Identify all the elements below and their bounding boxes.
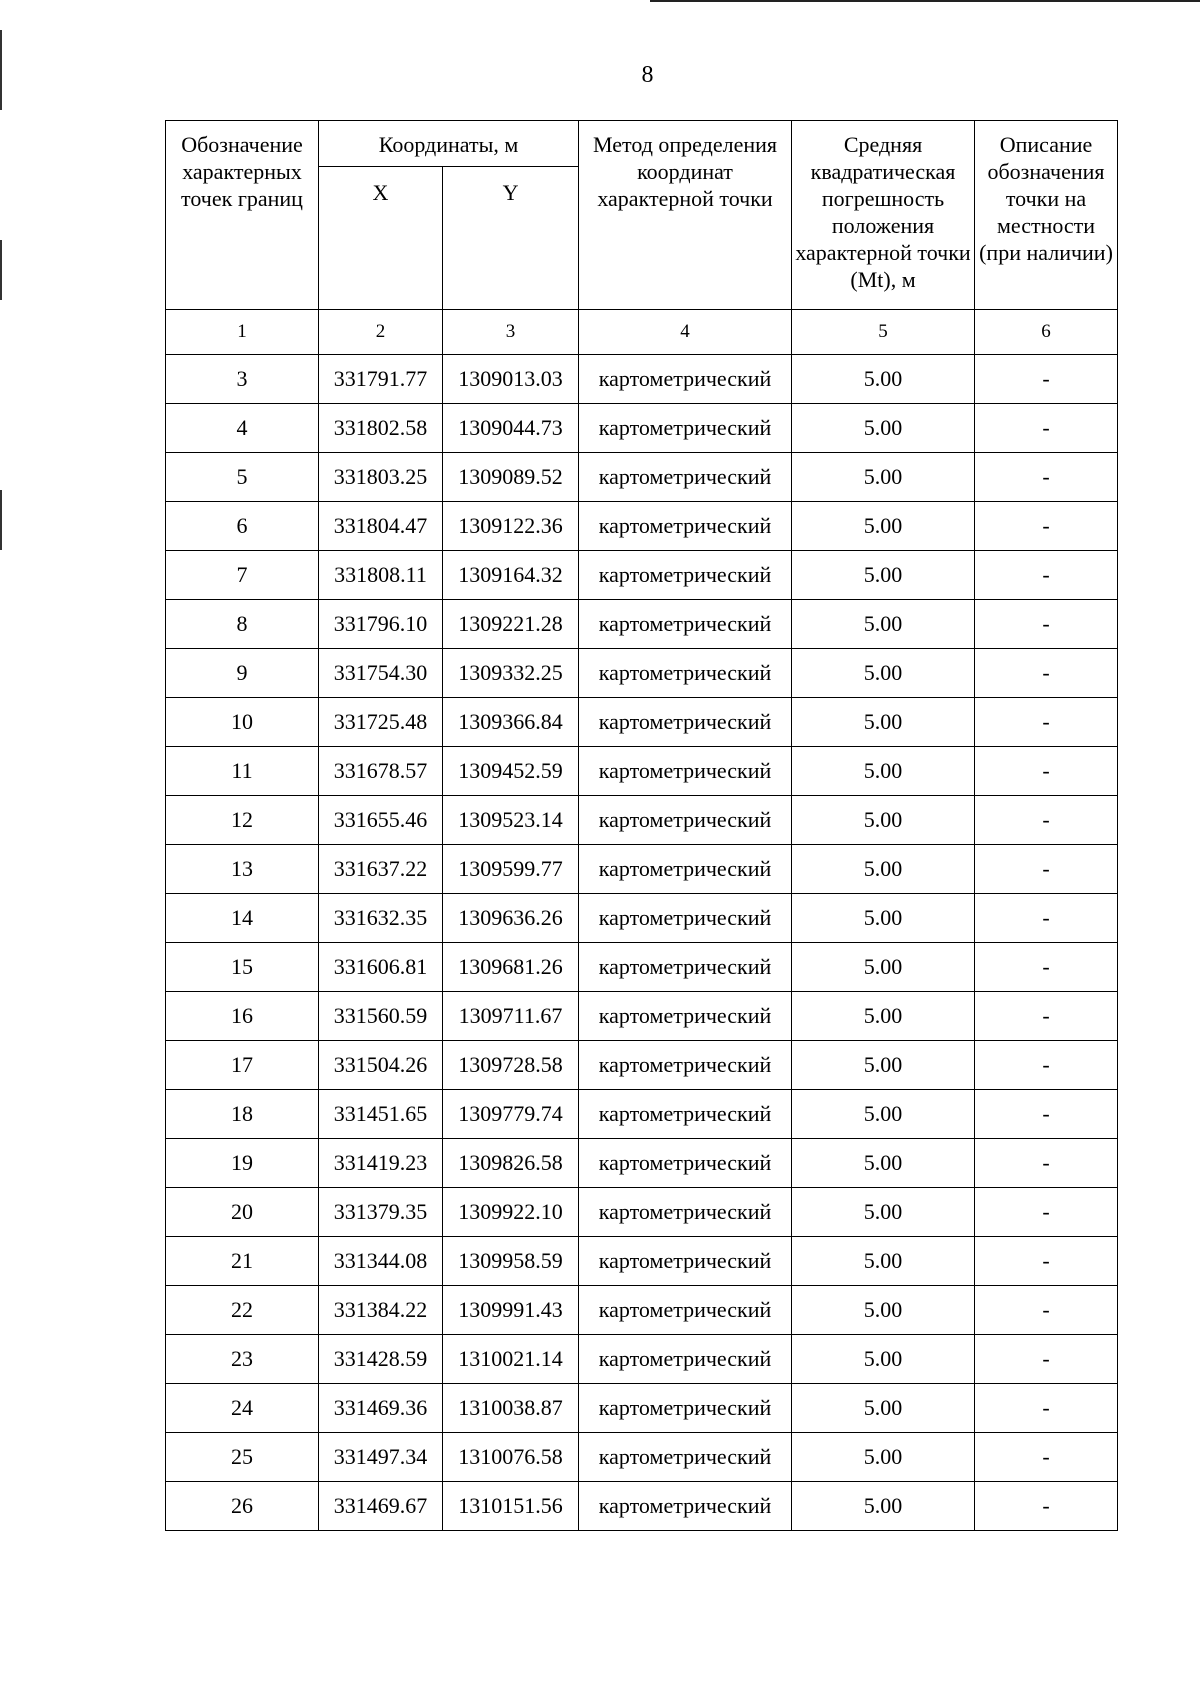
cell-point: 5 [166,453,319,502]
table-row [166,1139,1118,1188]
column-number-row [166,310,1118,355]
header-coordinates: Координаты, м [319,121,579,167]
cell-point: 9 [166,649,319,698]
table-body [166,310,1118,1531]
cell-point: 12 [166,796,319,845]
cell-x: 331344.08 [319,1237,443,1286]
cell-x: 331802.58 [319,404,443,453]
column-number: 4 [579,310,792,355]
cell-method: картометрический [579,649,792,698]
cell-error: 5.00 [792,600,975,649]
cell-x: 331419.23 [319,1139,443,1188]
table-row [166,943,1118,992]
cell-method: картометрический [579,453,792,502]
cell-method: картометрический [579,943,792,992]
cell-method: картометрический [579,992,792,1041]
header-method: Метод определения координат характерной точки [579,121,792,310]
cell-x: 331754.30 [319,649,443,698]
cell-y: 1309044.73 [443,404,579,453]
cell-description: - [975,1041,1118,1090]
header-x: X [319,167,443,310]
cell-method: картометрический [579,747,792,796]
table-row [166,600,1118,649]
cell-method: картометрический [579,1090,792,1139]
table-row [166,845,1118,894]
cell-x: 331451.65 [319,1090,443,1139]
top-border-line [650,0,1200,2]
cell-error: 5.00 [792,1482,975,1531]
cell-description: - [975,1286,1118,1335]
table-row [166,796,1118,845]
table-row [166,1188,1118,1237]
cell-method: картометрический [579,1482,792,1531]
cell-method: картометрический [579,600,792,649]
table-row [166,1090,1118,1139]
column-number: 5 [792,310,975,355]
cell-point: 23 [166,1335,319,1384]
cell-y: 1310151.56 [443,1482,579,1531]
cell-point: 14 [166,894,319,943]
cell-description: - [975,1237,1118,1286]
cell-method: картометрический [579,502,792,551]
cell-point: 7 [166,551,319,600]
cell-error: 5.00 [792,404,975,453]
cell-y: 1310076.58 [443,1433,579,1482]
cell-description: - [975,355,1118,404]
column-number: 6 [975,310,1118,355]
cell-x: 331678.57 [319,747,443,796]
cell-method: картометрический [579,1041,792,1090]
header-row [166,121,1118,167]
cell-description: - [975,1433,1118,1482]
cell-y: 1309523.14 [443,796,579,845]
table-row [166,551,1118,600]
cell-description: - [975,747,1118,796]
cell-y: 1309826.58 [443,1139,579,1188]
cell-method: картометрический [579,551,792,600]
cell-method: картометрический [579,404,792,453]
cell-description: - [975,796,1118,845]
cell-description: - [975,845,1118,894]
cell-error: 5.00 [792,1384,975,1433]
cell-error: 5.00 [792,894,975,943]
cell-x: 331725.48 [319,698,443,747]
cell-description: - [975,1188,1118,1237]
cell-y: 1309089.52 [443,453,579,502]
cell-error: 5.00 [792,453,975,502]
cell-y: 1309122.36 [443,502,579,551]
cell-description: - [975,404,1118,453]
cell-error: 5.00 [792,698,975,747]
cell-y: 1310038.87 [443,1384,579,1433]
cell-x: 331497.34 [319,1433,443,1482]
table-row [166,1237,1118,1286]
cell-point: 21 [166,1237,319,1286]
cell-error: 5.00 [792,1041,975,1090]
cell-y: 1309922.10 [443,1188,579,1237]
cell-method: картометрический [579,796,792,845]
header-point: Обозначение характерных точек границ [166,121,319,310]
cell-method: картометрический [579,1286,792,1335]
cell-description: - [975,1335,1118,1384]
cell-point: 13 [166,845,319,894]
cell-y: 1309013.03 [443,355,579,404]
cell-x: 331469.36 [319,1384,443,1433]
cell-point: 4 [166,404,319,453]
cell-error: 5.00 [792,992,975,1041]
cell-point: 11 [166,747,319,796]
cell-point: 3 [166,355,319,404]
cell-description: - [975,649,1118,698]
cell-point: 17 [166,1041,319,1090]
cell-error: 5.00 [792,1139,975,1188]
cell-description: - [975,698,1118,747]
cell-y: 1310021.14 [443,1335,579,1384]
cell-error: 5.00 [792,1237,975,1286]
cell-error: 5.00 [792,1335,975,1384]
table-row [166,649,1118,698]
cell-point: 6 [166,502,319,551]
cell-x: 331803.25 [319,453,443,502]
cell-y: 1309636.26 [443,894,579,943]
column-number: 1 [166,310,319,355]
page-number: 8 [641,62,654,88]
cell-description: - [975,551,1118,600]
cell-x: 331379.35 [319,1188,443,1237]
cell-y: 1309681.26 [443,943,579,992]
cell-description: - [975,992,1118,1041]
cell-method: картометрический [579,1335,792,1384]
cell-y: 1309599.77 [443,845,579,894]
cell-point: 10 [166,698,319,747]
cell-x: 331428.59 [319,1335,443,1384]
cell-description: - [975,1482,1118,1531]
table-row [166,1335,1118,1384]
scan-edge-mark [0,490,2,550]
cell-method: картометрический [579,1384,792,1433]
cell-description: - [975,894,1118,943]
cell-x: 331632.35 [319,894,443,943]
cell-method: картометрический [579,1433,792,1482]
cell-y: 1309332.25 [443,649,579,698]
cell-error: 5.00 [792,649,975,698]
table-row [166,1433,1118,1482]
cell-x: 331384.22 [319,1286,443,1335]
cell-error: 5.00 [792,1188,975,1237]
table-row [166,747,1118,796]
cell-y: 1309711.67 [443,992,579,1041]
column-number: 2 [319,310,443,355]
cell-y: 1309991.43 [443,1286,579,1335]
cell-method: картометрический [579,845,792,894]
table-row [166,453,1118,502]
cell-y: 1309728.58 [443,1041,579,1090]
cell-y: 1309452.59 [443,747,579,796]
cell-description: - [975,1384,1118,1433]
cell-x: 331808.11 [319,551,443,600]
cell-error: 5.00 [792,943,975,992]
cell-error: 5.00 [792,1090,975,1139]
table-row [166,894,1118,943]
table-row [166,1286,1118,1335]
cell-point: 24 [166,1384,319,1433]
cell-y: 1309779.74 [443,1090,579,1139]
cell-description: - [975,1139,1118,1188]
column-number: 3 [443,310,579,355]
cell-point: 20 [166,1188,319,1237]
cell-point: 16 [166,992,319,1041]
cell-x: 331796.10 [319,600,443,649]
table-row [166,355,1118,404]
table-row [166,502,1118,551]
cell-point: 18 [166,1090,319,1139]
cell-y: 1309164.32 [443,551,579,600]
cell-point: 22 [166,1286,319,1335]
cell-x: 331791.77 [319,355,443,404]
cell-error: 5.00 [792,355,975,404]
cell-error: 5.00 [792,1286,975,1335]
cell-error: 5.00 [792,747,975,796]
cell-method: картометрический [579,1139,792,1188]
cell-error: 5.00 [792,796,975,845]
cell-error: 5.00 [792,502,975,551]
cell-method: картометрический [579,698,792,747]
cell-description: - [975,1090,1118,1139]
cell-description: - [975,943,1118,992]
header-y: Y [443,167,579,310]
cell-method: картометрический [579,1237,792,1286]
cell-method: картометрический [579,894,792,943]
table-row [166,404,1118,453]
cell-x: 331469.67 [319,1482,443,1531]
cell-point: 8 [166,600,319,649]
cell-y: 1309366.84 [443,698,579,747]
cell-point: 26 [166,1482,319,1531]
table-row [166,1384,1118,1433]
cell-y: 1309221.28 [443,600,579,649]
cell-x: 331560.59 [319,992,443,1041]
cell-y: 1309958.59 [443,1237,579,1286]
cell-description: - [975,453,1118,502]
cell-description: - [975,502,1118,551]
cell-method: картометрический [579,355,792,404]
header-error: Средняя квадратическая погрешность положения характерной точки (Mt), м [792,121,975,310]
cell-error: 5.00 [792,551,975,600]
cell-point: 25 [166,1433,319,1482]
cell-point: 19 [166,1139,319,1188]
cell-error: 5.00 [792,845,975,894]
cell-x: 331504.26 [319,1041,443,1090]
table-row [166,1041,1118,1090]
scan-edge-mark [0,240,2,300]
cell-x: 331637.22 [319,845,443,894]
cell-point: 15 [166,943,319,992]
cell-x: 331606.81 [319,943,443,992]
table-row [166,1482,1118,1531]
cell-x: 331804.47 [319,502,443,551]
table-row [166,992,1118,1041]
cell-description: - [975,600,1118,649]
coordinates-table [165,120,1118,1531]
table-row [166,698,1118,747]
cell-error: 5.00 [792,1433,975,1482]
cell-method: картометрический [579,1188,792,1237]
header-description: Описание обозначения точки на местности (при наличии) [975,121,1118,310]
cell-x: 331655.46 [319,796,443,845]
